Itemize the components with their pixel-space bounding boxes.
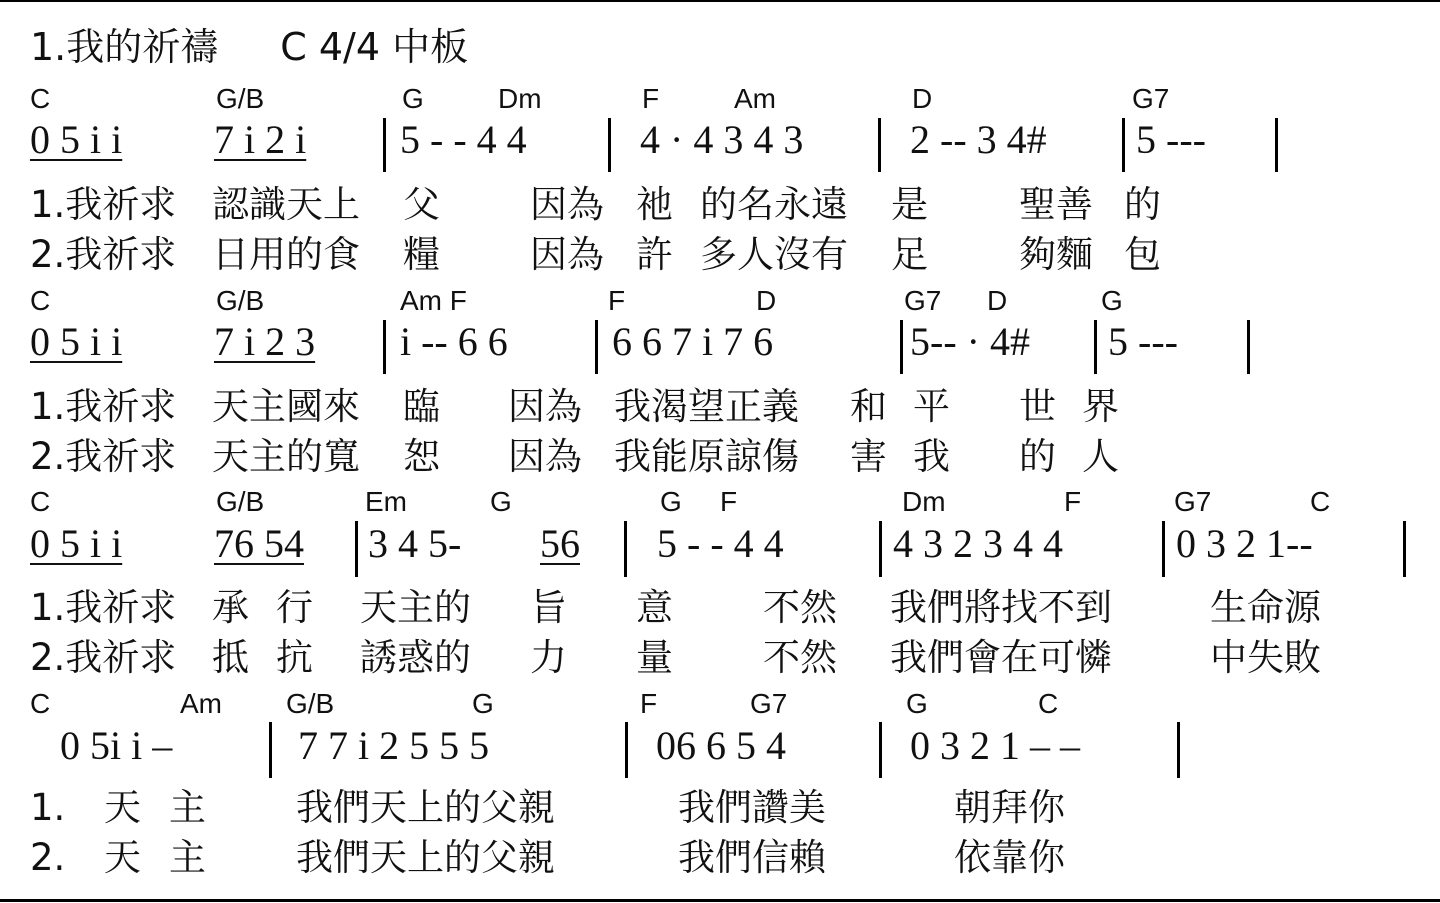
chord: C	[1310, 486, 1331, 517]
lyric: 2.我祈求	[30, 233, 177, 276]
lyric: 承	[212, 586, 249, 629]
bar-line	[595, 320, 598, 374]
lyric: 朝拜你	[954, 786, 1065, 829]
lyric: 日用的食	[212, 233, 360, 276]
song-title	[30, 24, 468, 70]
chord: Dm	[498, 83, 542, 114]
bar-line	[900, 320, 903, 374]
lyric: 包	[1124, 233, 1161, 276]
bar-line	[878, 118, 881, 172]
measure-notes: 5 - - 4 4	[657, 521, 784, 566]
lyric: 中失敗	[1210, 636, 1321, 679]
lyric: 恕	[403, 435, 440, 478]
lyric: 主	[169, 786, 206, 829]
lyric: 我	[913, 435, 950, 478]
chord: C	[1038, 688, 1059, 719]
lyric-row-1-verse-2	[0, 233, 1440, 276]
lyric-row-2-verse-1	[0, 385, 1440, 428]
measure-notes: 0 5 i i	[30, 117, 123, 162]
chord: C	[30, 688, 51, 719]
lyric: 世	[1019, 385, 1056, 428]
measure-notes: 56	[540, 521, 580, 566]
lyric: 抵	[212, 636, 249, 679]
chord: Am F	[400, 285, 467, 316]
measure-notes: 0 5 i i	[30, 521, 123, 566]
lyric-row-3-verse-1	[0, 586, 1440, 629]
chord: F	[642, 83, 660, 114]
bottom-rule	[0, 899, 1440, 902]
chord: G7	[904, 285, 942, 316]
lyric: 父	[403, 183, 440, 226]
lyric: 意	[636, 586, 673, 629]
lyric: 不然	[763, 586, 837, 629]
lyric: 和	[850, 385, 887, 428]
lyric: 因為	[508, 435, 582, 478]
bar-line	[608, 118, 611, 172]
lyric: 抗	[276, 636, 313, 679]
notation-row-1	[0, 116, 1440, 162]
lyric: 我們信賴	[678, 836, 826, 879]
lyric: 生命源	[1210, 586, 1321, 629]
lyric: 是	[891, 183, 928, 226]
chord: G	[906, 688, 928, 719]
bar-line	[1275, 118, 1278, 172]
lyric-row-4-verse-2	[0, 836, 1440, 879]
measure-notes: 76 54	[214, 521, 304, 566]
bar-line	[1403, 521, 1406, 577]
lyric: 因為	[530, 183, 604, 226]
song-name: 1.我的祈禱	[30, 25, 219, 69]
lyric: 我們天上的父親	[296, 786, 555, 829]
notation-row-3	[0, 520, 1440, 566]
lyric: 許	[636, 233, 673, 276]
chord: F	[1064, 486, 1082, 517]
measure-notes: 3 4 5-	[368, 521, 462, 566]
chord: D	[756, 285, 777, 316]
lyric: 2.我祈求	[30, 636, 177, 679]
lyric-row-4-verse-1	[0, 786, 1440, 829]
chord: G/B	[286, 688, 335, 719]
lyric-row-3-verse-2	[0, 636, 1440, 679]
measure-notes: 0 5i i –	[60, 723, 173, 768]
chord: G7	[1174, 486, 1212, 517]
chord: F	[720, 486, 738, 517]
lyric-row-1-verse-1	[0, 183, 1440, 226]
measure-notes: 7 7 i 2 5 5 5	[298, 723, 490, 768]
chord: F	[608, 285, 626, 316]
bar-line	[1122, 118, 1125, 172]
lyric: 多人沒有	[700, 233, 848, 276]
lyric: 祂	[636, 183, 673, 226]
lyric: 的名永遠	[700, 183, 848, 226]
lyric: 不然	[763, 636, 837, 679]
measure-notes: 4 · 4 3 4 3	[640, 117, 804, 162]
measure-notes: 0 3 2 1 – –	[910, 723, 1080, 768]
chord: Am	[734, 83, 776, 114]
lyric: 人	[1082, 435, 1119, 478]
lyric: 聖善	[1019, 183, 1093, 226]
lyric: 糧	[403, 233, 440, 276]
lyric: 認識天上	[212, 183, 360, 226]
chord: G/B	[216, 83, 265, 114]
chord: G	[472, 688, 494, 719]
lyric: 平	[913, 385, 950, 428]
lyric: 我渴望正義	[614, 385, 799, 428]
lyric: 天主的	[360, 586, 471, 629]
lyric: 旨	[530, 586, 567, 629]
chord: G7	[1132, 83, 1170, 114]
chord-row-4	[0, 687, 1440, 727]
chord: G/B	[216, 486, 265, 517]
lyric: 臨	[403, 385, 440, 428]
lyric: 因為	[508, 385, 582, 428]
measure-notes: 0 3 2 1--	[1176, 521, 1313, 566]
chord: C	[30, 83, 51, 114]
lyric: 量	[636, 636, 673, 679]
lyric: 的	[1019, 435, 1056, 478]
lyric: 我能原諒傷	[614, 435, 799, 478]
lyric: 誘惑的	[360, 636, 471, 679]
lyric: 天	[104, 786, 141, 829]
chord: G7	[750, 688, 788, 719]
measure-notes: 0 5 i i	[30, 319, 123, 364]
lyric: 我們會在可憐	[890, 636, 1112, 679]
chord-row-3	[0, 485, 1440, 525]
bar-line	[625, 722, 628, 778]
lyric: 我們天上的父親	[296, 836, 555, 879]
lyric: 我們將找不到	[890, 586, 1112, 629]
bar-line	[355, 521, 358, 577]
chord: Dm	[902, 486, 946, 517]
bar-line	[1177, 722, 1180, 778]
lyric: 天主國來	[212, 385, 360, 428]
bar-line	[269, 722, 272, 778]
bar-line	[1094, 320, 1097, 374]
lyric: 依靠你	[954, 836, 1065, 879]
bar-line	[1162, 521, 1165, 577]
chord: C	[30, 285, 51, 316]
chord: D	[987, 285, 1008, 316]
bar-line	[879, 521, 882, 577]
measure-notes: 2 -- 3 4#	[910, 117, 1047, 162]
lyric: 2.我祈求	[30, 435, 177, 478]
lyric: 的	[1124, 183, 1161, 226]
bar-line	[879, 722, 882, 778]
chord: G	[660, 486, 682, 517]
bar-line	[383, 320, 386, 374]
measure-notes: 06 6 5 4	[656, 723, 786, 768]
lyric: 主	[169, 836, 206, 879]
measure-notes: 5 ---	[1136, 117, 1206, 162]
lyric: 力	[530, 636, 567, 679]
chord: C	[30, 486, 51, 517]
lyric: 天	[104, 836, 141, 879]
chord: Am	[180, 688, 222, 719]
key-tempo: C 4/4 中板	[280, 25, 469, 69]
chord: G	[490, 486, 512, 517]
top-rule	[0, 0, 1440, 2]
lyric: 我們讚美	[678, 786, 826, 829]
chord: G	[402, 83, 424, 114]
notation-row-4	[0, 722, 1440, 768]
lyric: 足	[891, 233, 928, 276]
lyric: 1.我祈求	[30, 586, 177, 629]
chord: D	[912, 83, 933, 114]
measure-notes: 7 i 2 3	[214, 319, 316, 364]
lyric: 界	[1082, 385, 1119, 428]
chord: G	[1101, 285, 1123, 316]
bar-line	[1247, 320, 1250, 374]
lyric: 1.我祈求	[30, 385, 177, 428]
lyric: 因為	[530, 233, 604, 276]
lyric-row-2-verse-2	[0, 435, 1440, 478]
lyric: 2.	[30, 836, 66, 879]
chord: G/B	[216, 285, 265, 316]
lyric: 1.我祈求	[30, 183, 177, 226]
bar-line	[383, 118, 386, 172]
lyric: 害	[850, 435, 887, 478]
measure-notes: 7 i 2 i	[214, 117, 307, 162]
measure-notes: 5 ---	[1108, 319, 1178, 364]
measure-notes: i -- 6 6	[400, 319, 508, 364]
measure-notes: 6 6 7 i 7 6	[612, 319, 774, 364]
bar-line	[624, 521, 627, 577]
notation-row-2	[0, 318, 1440, 364]
measure-notes: 5 - - 4 4	[400, 117, 527, 162]
measure-notes: 4 3 2 3 4 4	[893, 521, 1063, 566]
measure-notes: 5-- · 4#	[910, 319, 1030, 364]
lyric: 1.	[30, 786, 66, 829]
chord: F	[640, 688, 658, 719]
chord: Em	[365, 486, 407, 517]
lyric: 行	[276, 586, 313, 629]
lyric: 夠麵	[1019, 233, 1093, 276]
lyric: 天主的寬	[212, 435, 360, 478]
